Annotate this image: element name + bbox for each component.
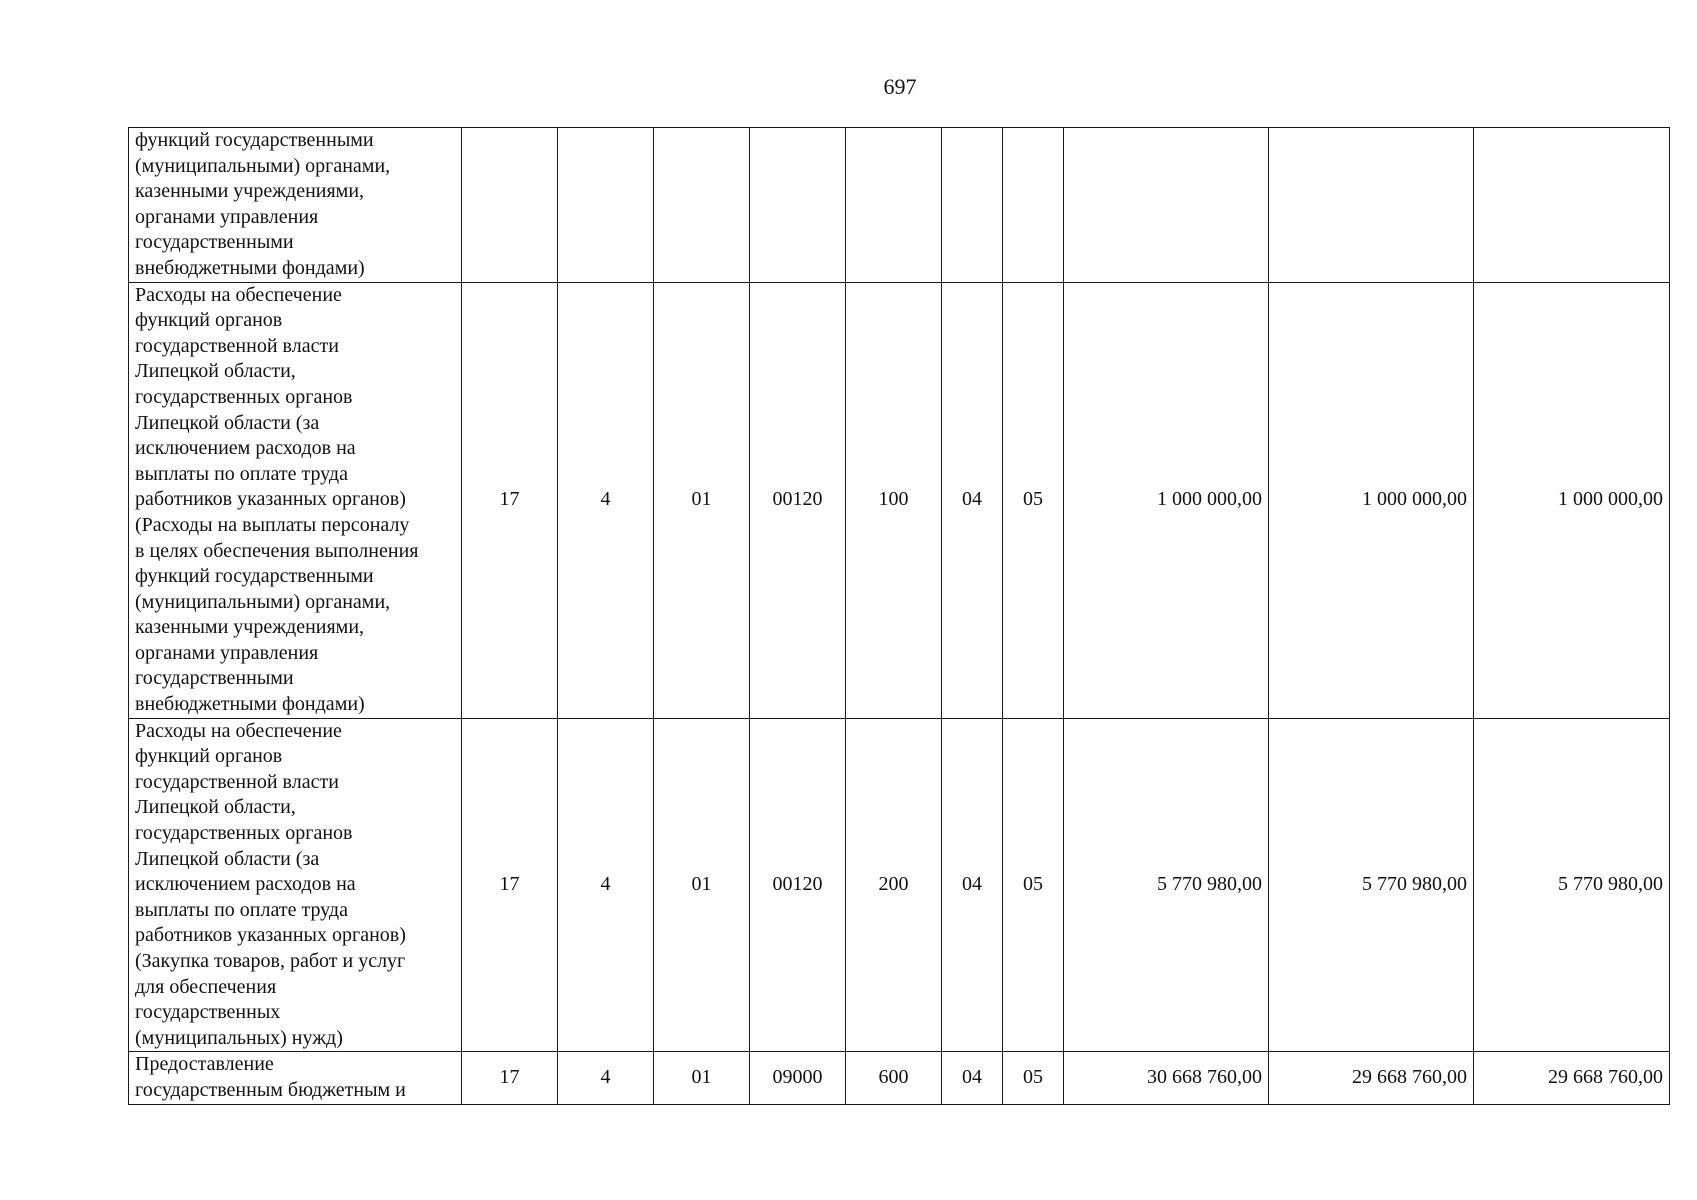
section-code: 04 xyxy=(942,282,1003,718)
description-line: Расходы на обеспечение xyxy=(135,283,342,306)
description-line: работников указанных органов) xyxy=(135,924,406,947)
description-line: в целях обеспечения выполнения xyxy=(135,539,419,562)
section-code: 04 xyxy=(942,1052,1003,1104)
table-row xyxy=(129,128,1670,283)
subprogram-code: 01 xyxy=(654,718,750,1052)
description-line: работников указанных органов) xyxy=(135,488,406,511)
ministry-code: 17 xyxy=(462,1052,558,1104)
description-line: государственных органов xyxy=(135,385,353,408)
amount-year-1 xyxy=(1064,128,1269,283)
description-line: (муниципальными) органами, xyxy=(135,154,391,177)
amount-year-2 xyxy=(1269,128,1474,283)
description-line: исключением расходов на xyxy=(135,873,356,896)
section-code: 04 xyxy=(942,718,1003,1052)
amount-year-1: 5 770 980,00 xyxy=(1064,718,1269,1052)
description-line: (Закупка товаров, работ и услуг xyxy=(135,950,406,972)
description-line: функций органов xyxy=(135,745,283,768)
expense-type-code: 100 xyxy=(846,282,942,718)
subprogram-code: 01 xyxy=(654,282,750,718)
subsection-code xyxy=(1003,128,1064,283)
program-code: 4 xyxy=(558,1052,654,1104)
description-line: выплаты по оплате труда xyxy=(135,898,348,921)
expense-description xyxy=(129,718,462,1052)
expense-type-code: 600 xyxy=(846,1052,942,1104)
table-row xyxy=(129,1052,1670,1104)
amount-year-2: 29 668 760,00 xyxy=(1269,1052,1474,1104)
description-line: органами управления xyxy=(135,641,319,664)
description-line: для обеспечения xyxy=(135,975,277,998)
description-line: внебюджетными фондами) xyxy=(135,256,365,279)
description-line: государственных xyxy=(135,1001,281,1024)
section-code xyxy=(942,128,1003,283)
description-line: государственными xyxy=(135,667,294,690)
description-line: Расходы на обеспечение xyxy=(135,719,342,742)
direction-code xyxy=(750,128,846,283)
subprogram-code xyxy=(654,128,750,283)
description-line: функций органов xyxy=(135,309,283,332)
description-line: Предоставление xyxy=(135,1053,274,1076)
subsection-code: 05 xyxy=(1003,718,1064,1052)
program-code: 4 xyxy=(558,718,654,1052)
description-line: (муниципальных) нужд) xyxy=(135,1026,343,1049)
amount-year-3: 1 000 000,00 xyxy=(1474,282,1670,718)
direction-code: 00120 xyxy=(750,282,846,718)
ministry-code: 17 xyxy=(462,718,558,1052)
description-line: государственными xyxy=(135,231,294,254)
amount-year-2: 1 000 000,00 xyxy=(1269,282,1474,718)
page-number: 697 xyxy=(883,74,917,99)
description-line: внебюджетными фондами) xyxy=(135,693,365,716)
ministry-code: 17 xyxy=(462,282,558,718)
amount-year-3: 29 668 760,00 xyxy=(1474,1052,1670,1104)
program-code xyxy=(558,128,654,283)
description-line: государственным бюджетным и xyxy=(135,1078,406,1101)
subsection-code: 05 xyxy=(1003,282,1064,718)
description-line: выплаты по оплате труда xyxy=(135,462,348,485)
description-line: государственных органов xyxy=(135,822,353,845)
expense-type-code xyxy=(846,128,942,283)
description-line: казенными учреждениями, xyxy=(135,180,365,203)
amount-year-3 xyxy=(1474,128,1670,283)
amount-year-3: 5 770 980,00 xyxy=(1474,718,1670,1052)
expense-type-code: 200 xyxy=(846,718,942,1052)
description-line: функций государственными xyxy=(135,565,374,588)
amount-year-2: 5 770 980,00 xyxy=(1269,718,1474,1052)
description-line: органами управления xyxy=(135,205,319,228)
expense-description xyxy=(129,128,462,283)
program-code: 4 xyxy=(558,282,654,718)
description-line: государственной власти xyxy=(135,770,339,793)
expense-description xyxy=(129,282,462,718)
amount-year-1: 1 000 000,00 xyxy=(1064,282,1269,718)
description-line: (Расходы на выплаты персоналу xyxy=(135,513,410,536)
direction-code: 09000 xyxy=(750,1052,846,1104)
description-line: исключением расходов на xyxy=(135,437,356,460)
description-line: Липецкой области (за xyxy=(135,847,320,870)
table-row xyxy=(129,282,1670,718)
table-row xyxy=(129,718,1670,1052)
subsection-code: 05 xyxy=(1003,1052,1064,1104)
ministry-code xyxy=(462,128,558,283)
description-line: (муниципальными) органами, xyxy=(135,590,391,613)
description-line: Липецкой области, xyxy=(135,360,296,383)
description-line: функций государственными xyxy=(135,129,374,151)
description-line: государственной власти xyxy=(135,334,339,357)
description-line: Липецкой области (за xyxy=(135,411,320,434)
description-line: казенными учреждениями, xyxy=(135,616,365,639)
subprogram-code: 01 xyxy=(654,1052,750,1104)
description-line: Липецкой области, xyxy=(135,796,296,819)
budget-table xyxy=(128,127,1670,1105)
expense-description xyxy=(129,1052,462,1104)
amount-year-1: 30 668 760,00 xyxy=(1064,1052,1269,1104)
direction-code: 00120 xyxy=(750,718,846,1052)
